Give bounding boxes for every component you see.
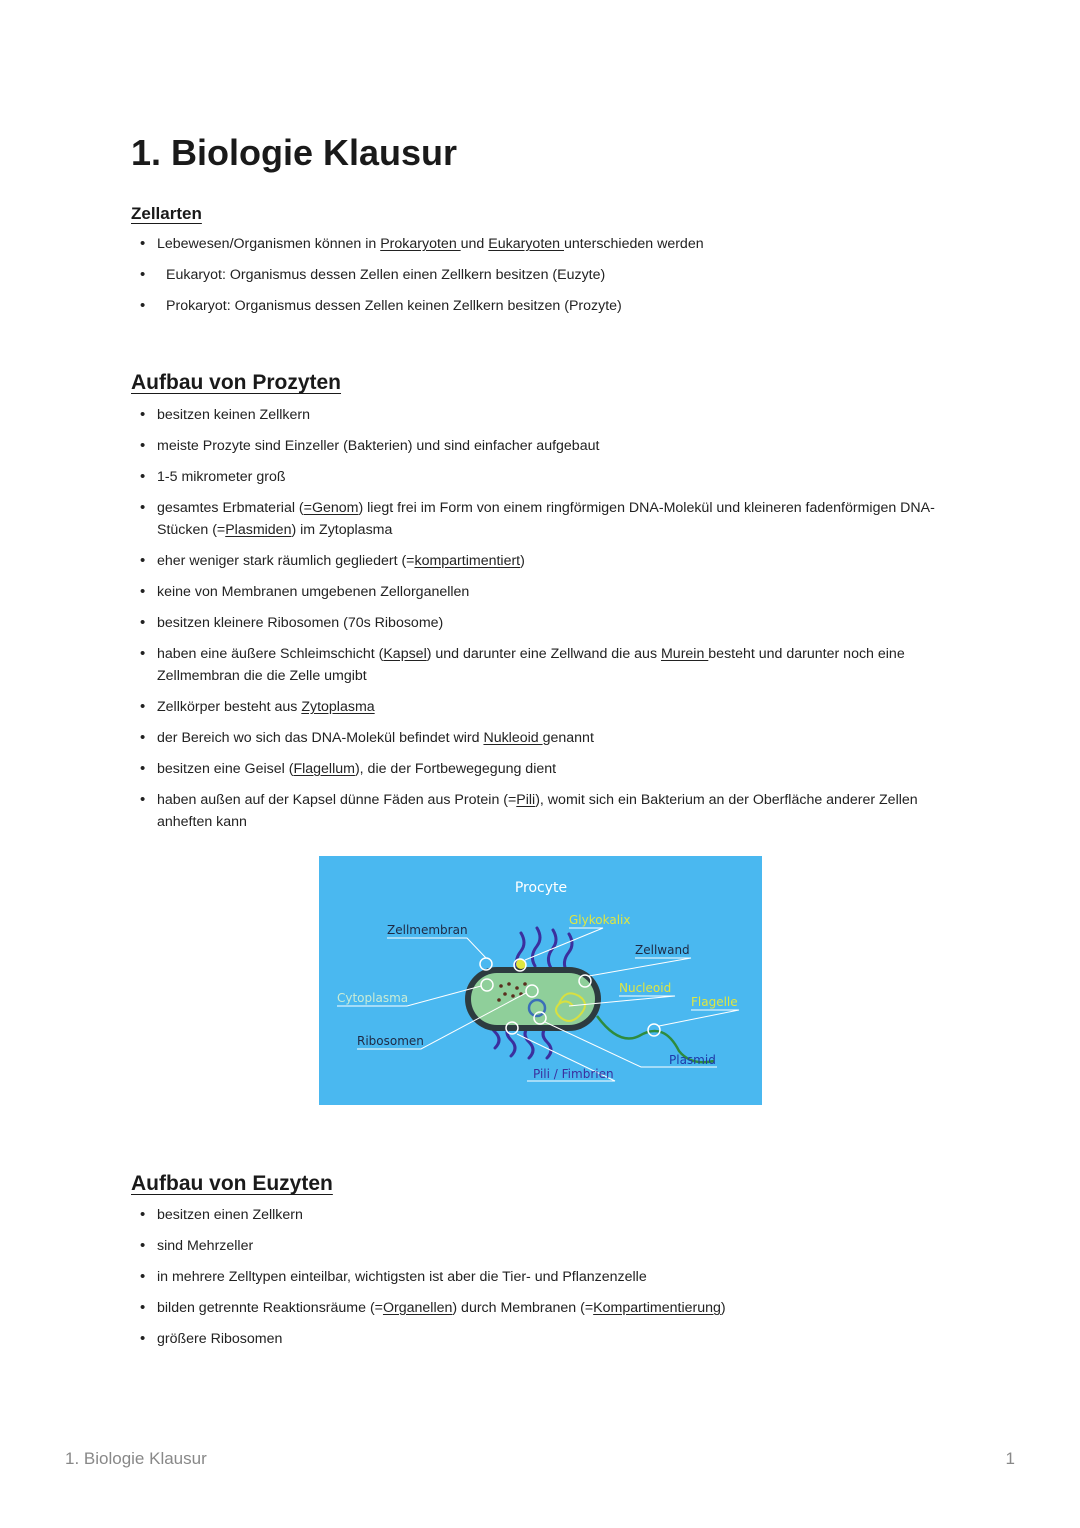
text-segment: genannt — [542, 730, 594, 746]
text-segment: besitzen keinen Zellkern — [157, 407, 310, 423]
label-glykokalix: Glykokalix — [569, 913, 631, 927]
list-euzyten — [131, 1204, 941, 1359]
list-item — [131, 550, 941, 572]
list-item — [131, 758, 941, 780]
text-segment: meiste Prozyte sind Einzeller (Bakterien) und sind einfacher aufgebaut — [157, 438, 600, 454]
text-segment: ) — [720, 1300, 726, 1316]
term-underlined: Plasmiden — [225, 522, 292, 538]
term-underlined: Zytoplasma — [301, 699, 375, 715]
section-heading-prozyten: Aufbau von Prozyten — [131, 371, 342, 394]
list-item — [131, 466, 941, 488]
term-underlined: Eukaryoten — [488, 236, 564, 252]
label-cytoplasma: Cytoplasma — [337, 991, 409, 1005]
label-pili: Pili / Fimbrien — [533, 1067, 614, 1081]
list-item — [131, 1235, 941, 1257]
term-underlined: Organellen — [382, 1300, 453, 1316]
text-segment: haben eine äußere Schleimschicht ( — [157, 646, 384, 662]
text-segment: Lebewesen/Organismen können in — [157, 236, 381, 252]
text-segment: ) im Zytoplasma — [291, 522, 393, 538]
footer-title: 1. Biologie Klausur — [65, 1449, 207, 1468]
text-segment: ) liegt frei im Form von einem ringförmigen DNA-Molekül und kleineren fadenförmigen DNA-Stücken (= — [157, 500, 935, 538]
term-underlined: kompartimentiert — [414, 553, 521, 569]
diagram-title: Procyte — [514, 880, 568, 896]
text-segment: besitzen eine Geisel ( — [157, 761, 294, 777]
text-segment: haben außen auf der Kapsel dünne Fäden aus Protein (= — [157, 792, 517, 808]
text-segment: in mehrere Zelltypen einteilbar, wichtigsten ist aber die Tier- und Pflanzenzelle — [157, 1269, 647, 1285]
section-heading-euzyten: Aufbau von Euzyten — [131, 1172, 333, 1195]
term-underlined: Prokaryoten — [380, 236, 461, 252]
term-underlined: Murein — [660, 646, 709, 662]
page-title: 1. Biologie Klausur — [131, 132, 458, 173]
list-item — [131, 404, 941, 426]
text-segment: bilden getrennte Reaktionsräume (= — [157, 1300, 383, 1316]
text-segment: größere Ribosomen — [157, 1331, 283, 1347]
text-segment: und — [460, 236, 489, 252]
text-segment: Eukaryot: Organismus dessen Zellen einen Zellkern besitzen (Euzyte) — [166, 267, 606, 283]
text-segment: sind Mehrzeller — [157, 1238, 254, 1254]
procyte-diagram — [319, 856, 762, 1105]
term-underlined: Flagellum — [293, 761, 355, 777]
label-flagelle: Flagelle — [691, 995, 738, 1009]
text-segment: 1-5 mikrometer groß — [157, 469, 286, 485]
text-segment: keine von Membranen umgebenen Zellorganellen — [157, 584, 470, 600]
label-nucleoid: Nucleoid — [619, 981, 672, 995]
text-segment: ), die der Fortbewegegung dient — [354, 761, 557, 777]
list-prozyten — [131, 404, 941, 842]
list-item — [131, 1266, 941, 1288]
text-segment: besteht und darunter noch eine Zellmembran die die Zelle umgibt — [157, 646, 905, 684]
list-item — [131, 264, 941, 286]
list-item — [131, 1328, 941, 1350]
section-heading-zellarten: Zellarten — [131, 204, 202, 223]
text-segment: ) — [520, 553, 525, 569]
text-segment: Prokaryot: Organismus dessen Zellen keinen Zellkern besitzen (Prozyte) — [166, 298, 622, 314]
list-item — [131, 612, 941, 634]
list-item — [131, 581, 941, 603]
text-segment: besitzen kleinere Ribosomen (70s Ribosome) — [157, 615, 444, 631]
label-zellmembran: Zellmembran — [387, 923, 468, 937]
label-plasmid: Plasmid — [669, 1053, 716, 1067]
text-segment: besitzen einen Zellkern — [157, 1207, 303, 1223]
list-item — [131, 696, 941, 718]
list-item — [131, 435, 941, 457]
list-zellarten — [131, 233, 941, 326]
term-underlined: =Genom — [303, 500, 359, 516]
text-segment: unterschieden werden — [564, 236, 704, 252]
text-segment: gesamtes Erbmaterial ( — [157, 500, 304, 516]
text-segment: ) durch Membranen (= — [452, 1300, 594, 1316]
list-item — [131, 295, 941, 317]
term-underlined: Pili — [516, 792, 536, 808]
list-item — [131, 727, 941, 749]
text-segment: der Bereich wo sich das DNA-Molekül befindet wird — [157, 730, 484, 746]
text-segment: eher weniger stark räumlich gegliedert (= — [157, 553, 415, 569]
list-item — [131, 1204, 941, 1226]
text-segment: Zellkörper besteht aus — [157, 699, 302, 715]
list-item — [131, 233, 941, 255]
list-item — [131, 789, 941, 833]
label-ribosomen: Ribosomen — [357, 1034, 424, 1048]
term-underlined: Kompartimentierung — [593, 1300, 721, 1316]
page-number: 1 — [1005, 1449, 1015, 1468]
text-segment: ) und darunter eine Zellwand die aus — [426, 646, 661, 662]
list-item — [131, 497, 941, 541]
term-underlined: Nukleoid — [483, 730, 543, 746]
list-item — [131, 1297, 941, 1319]
term-underlined: Kapsel — [383, 646, 427, 662]
text-segment: ), womit sich ein Bakterium an der Oberfläche anderer Zellen anheften kann — [157, 792, 918, 830]
label-zellwand: Zellwand — [635, 943, 690, 957]
list-item — [131, 643, 941, 687]
